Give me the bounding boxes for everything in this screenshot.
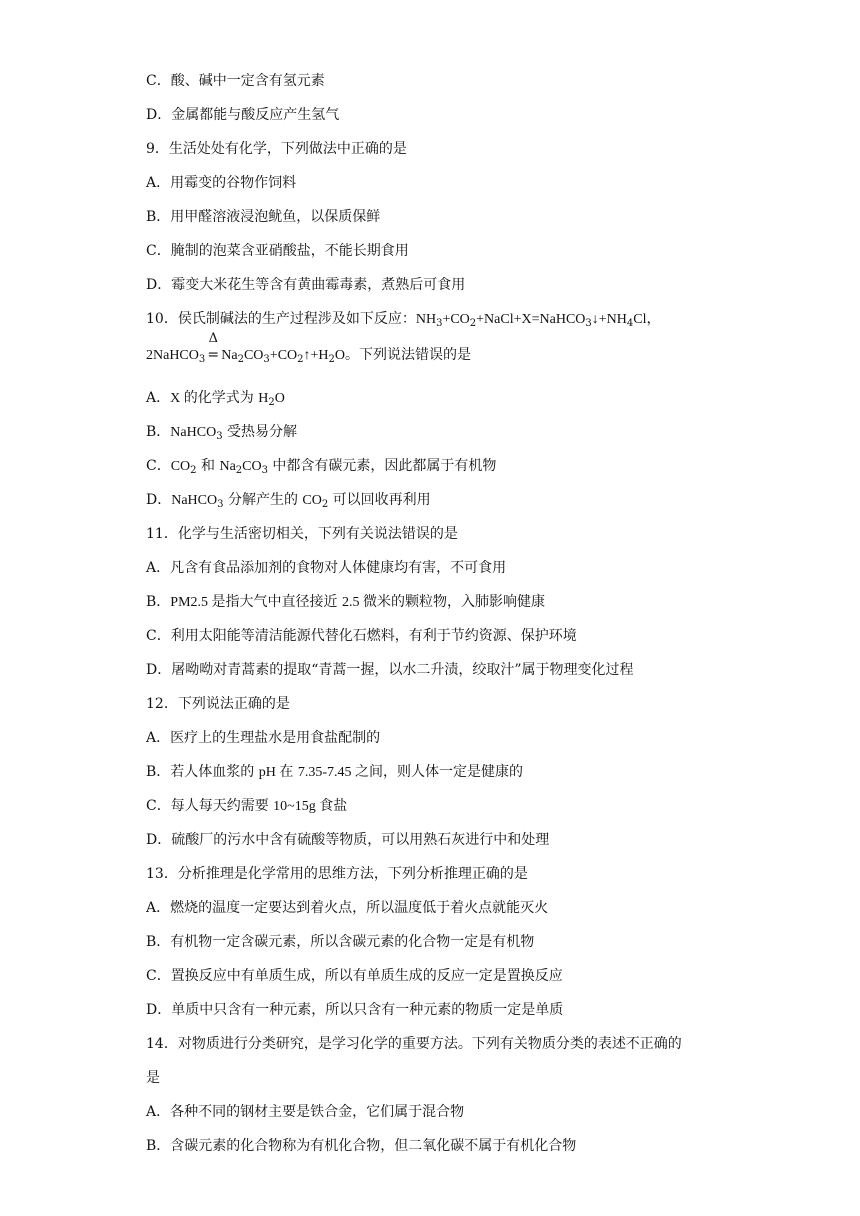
text-run: 。下列说法错误的是 [345,347,472,363]
text-run: Na [219,459,236,474]
subscript: 3 [261,465,268,476]
text-run: ↓+NH [591,312,627,327]
subscript: 3 [217,499,224,510]
option-line [146,456,496,477]
text-run: C． [146,458,171,474]
text-run: D． [146,492,172,508]
text-run: CO [302,493,322,508]
question-line: 13．分析推理是化学常用的思维方法，下列分析推理正确的是 [146,866,528,882]
subscript: 2 [237,354,244,365]
option-line [146,490,431,511]
text-run: +CO [269,348,298,363]
text-run: Na [221,348,238,363]
text-run: C．每人每天约需要 [146,798,274,814]
option-line: C．置换反应中有单质生成，所以有单质生成的反应一定是置换反应 [146,968,563,984]
text-run: 在 [279,764,298,780]
text-run: 之间，则人体一定是健康的 [355,764,523,780]
text-run: 可以回收再利用 [328,492,431,508]
text-run: 受热易分解 [222,424,298,440]
text-run: 2.5 [341,595,363,610]
option-line: A．燃烧的温度一定要达到着火点，所以温度低于着火点就能灭火 [146,900,549,916]
text-run: 分解产生的 [223,492,303,508]
text-run: CO [242,459,262,474]
text-run: 的化学式为 [183,390,259,406]
text-run: 2NaHCO [146,348,199,363]
text-run: B．若人体血浆的 [146,764,259,780]
text-run: 7.35-7.45 [297,765,355,780]
option-line: D．屠呦呦对青蒿素的提取“青蒿一握，以水二升渍，绞取汁”属于物理变化过程 [146,662,634,678]
text-run: NaHCO [170,425,217,440]
text-run: 食盐 [319,798,348,814]
text-run: NaHCO [171,493,218,508]
text-run: A． [146,390,171,406]
subscript: 3 [585,318,592,329]
subscript: 2 [328,354,335,365]
option-line: C．酸、碱中一定含有氢元素 [146,73,325,89]
text-run: 是指大气中直径接近 [211,594,342,610]
subscript: 2 [235,465,243,476]
equation-line [146,331,472,366]
question-line-continued: 是 [146,1070,160,1086]
text-run: B． [146,594,171,610]
option-line [146,422,297,443]
text-run: 中都含有碳元素，因此都属于有机物 [267,458,497,474]
delta-symbol: Δ [208,331,218,346]
text-run: B． [146,424,171,440]
option-line: D．单质中只含有一种元素，所以只含有一种元素的物质一定是单质 [146,1002,564,1018]
option-line: B．含碳元素的化合物称为有机化合物，但二氧化碳不属于有机化合物 [146,1138,577,1154]
option-line: A．凡含有食品添加剂的食物对人体健康均有害，不可食用 [146,560,507,576]
option-line [146,796,347,817]
question-line: 9．生活处处有化学，下列做法中正确的是 [146,141,407,157]
text-run: ↑+H [303,348,329,363]
text-run: Cl [633,312,647,327]
text-run: pH [258,765,280,780]
subscript: 3 [436,318,443,329]
equals-sign: = [207,347,220,363]
text-run: 10~15g [273,799,320,814]
text-run: PM2.5 [170,595,212,610]
option-line: A．医疗上的生理盐水是用食盐配制的 [146,730,381,746]
text-run: +NaCl+X=NaHCO [476,312,586,327]
subscript: 3 [263,354,270,365]
text-run: H [258,391,269,406]
option-line: A．各种不同的钢材主要是铁合金，它们属于混合物 [146,1104,465,1120]
question-line: 12．下列说法正确的是 [146,696,290,712]
option-line [146,592,545,613]
option-line: C．腌制的泡菜含亚硝酸盐，不能长期食用 [146,243,409,259]
option-line: D．霉变大米花生等含有黄曲霉毒素，煮熟后可食用 [146,277,466,293]
question-line: 14．对物质进行分类研究，是学习化学的重要方法。下列有关物质分类的表述不正确的 [146,1036,682,1052]
option-line: A．用霉变的谷物作饲料 [146,175,297,191]
text-run: CO [243,348,264,363]
text-run: +CO [442,312,470,327]
subscript: 2 [190,465,197,476]
text-run: 10．侯氏制碱法的生产过程涉及如下反应： [146,311,416,327]
question-line [146,309,661,330]
option-line: B．用甲醛溶液浸泡鱿鱼，以保质保鲜 [146,209,381,225]
text-run: ， [646,311,661,327]
option-line: D．硫酸厂的污水中含有硫酸等物质，可以用熟石灰进行中和处理 [146,832,550,848]
subscript: 2 [469,318,477,329]
text-run: X [170,391,184,406]
subscript: 2 [297,354,304,365]
option-line [146,388,285,409]
question-line: 11．化学与生活密切相关，下列有关说法错误的是 [146,526,458,542]
text-run: O [334,348,346,363]
subscript: 4 [626,318,634,329]
text-run: 和 [196,458,220,474]
option-line [146,762,523,783]
text-run: CO [170,459,191,474]
subscript: 3 [216,431,223,442]
option-line: C．利用太阳能等清洁能源代替化石燃料，有利于节约资源、保护环境 [146,628,577,644]
heating-condition-mark [206,331,220,365]
subscript: 2 [321,499,329,510]
subscript: 3 [198,354,206,365]
option-line: B．有机物一定含碳元素，所以含碳元素的化合物一定是有机物 [146,934,535,950]
text-run: NH [415,312,437,327]
option-line: D．金属都能与酸反应产生氢气 [146,107,340,123]
text-run: 微米的颗粒物，入肺影响健康 [362,594,545,610]
subscript: 2 [268,397,275,408]
text-run: O [274,391,285,406]
